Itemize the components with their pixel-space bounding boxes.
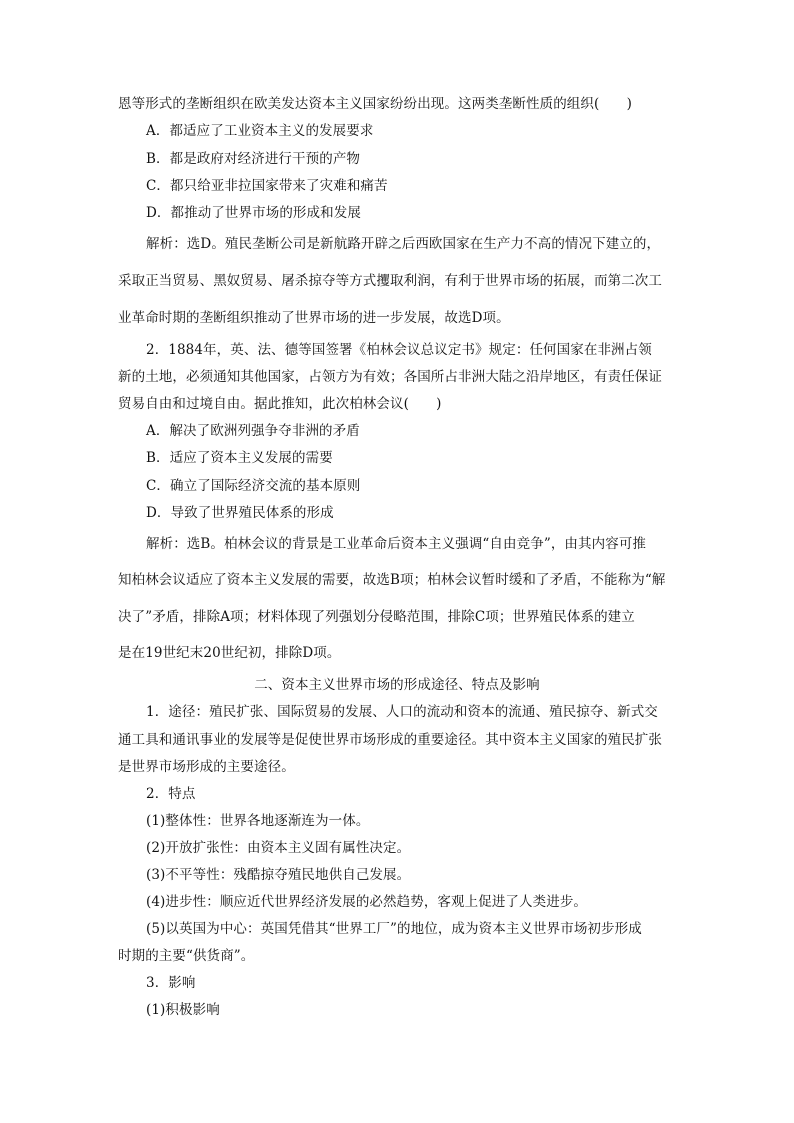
feature-item-1: (1)整体性：世界各地逐渐连为一体。 xyxy=(146,813,370,829)
q2-analysis-line-4: 是在19世纪末20世纪初，排除D项。 xyxy=(118,645,341,661)
feature-item-2: (2)开放扩张性：由资本主义固有属性决定。 xyxy=(146,840,411,856)
q2-option-c: C．确立了国际经济交流的基本原则 xyxy=(146,478,361,494)
section2-features-title: 2．特点 xyxy=(146,786,196,802)
q1-analysis-line-3: 业革命时期的垄断组织推动了世界市场的进一步发展，故选D项。 xyxy=(118,310,510,326)
q2-option-b: B．适应了资本主义发展的需要 xyxy=(146,450,333,466)
q2-analysis-line-2: 知柏林会议适应了资本主义发展的需要，故选B项；柏林会议暂时缓和了矛盾，不能称为“解 xyxy=(118,572,666,588)
feature-item-4: (4)进步性：顺应近代世界经济发展的必然趋势，客观上促进了人类进步。 xyxy=(146,894,588,910)
q1-analysis-line-2: 采取正当贸易、黑奴贸易、屠杀掠夺等方式攫取利润，有利于世界市场的拓展，而第二次工 xyxy=(118,273,662,289)
q1-option-d: D．都推动了世界市场的形成和发展 xyxy=(146,205,361,221)
q1-option-b: B．都是政府对经济进行干预的产物 xyxy=(146,151,361,167)
section-heading: 二、资本主义世界市场的形成途径、特点及影响 xyxy=(254,677,540,693)
section2-p1-line-3: 是世界市场形成的主要途径。 xyxy=(118,759,295,775)
q2-stem-line-3: 贸易自由和过境自由。据此推知，此次柏林会议( ) xyxy=(118,396,442,412)
q1-analysis-line-1: 解析：选D。殖民垄断公司是新航路开辟之后西欧国家在生产力不高的情况下建立的， xyxy=(146,236,661,252)
q2-option-a: A．解决了欧洲列强争夺非洲的矛盾 xyxy=(146,423,360,439)
q2-analysis-line-1: 解析：选B。柏林会议的背景是工业革命后资本主义强调“自由竞争”，由其内容可推 xyxy=(146,536,647,552)
q1-stem-tail: 恩等形式的垄断组织在欧美发达资本主义国家纷纷出现。这两类垄断性质的组织( ) xyxy=(118,96,632,112)
q2-analysis-line-3: 决了”矛盾，排除A项；材料体现了列强划分侵略范围，排除C项；世界殖民体系的建立 xyxy=(118,609,635,625)
section2-impact-title: 3．影响 xyxy=(146,975,196,991)
feature-item-5-cont: 时期的主要“供货商”。 xyxy=(118,948,255,964)
section2-impact-positive: (1)积极影响 xyxy=(146,1002,220,1018)
q2-stem-line-1: 2．1884年，英、法、德等国签署《柏林会议总议定书》规定：任何国家在非洲占领 xyxy=(146,342,652,358)
q1-option-a: A．都适应了工业资本主义的发展要求 xyxy=(146,123,374,139)
feature-item-3: (3)不平等性：残酷掠夺殖民地供自己发展。 xyxy=(146,867,411,883)
feature-item-5: (5)以英国为中心：英国凭借其“世界工厂”的地位，成为资本主义世界市场初步形成 xyxy=(146,921,642,937)
q1-option-c: C．都只给亚非拉国家带来了灾难和痛苦 xyxy=(146,178,388,194)
section2-p1-line-1: 1．途径：殖民扩张、国际贸易的发展、人口的流动和资本的流通、殖民掠夺、新式交 xyxy=(146,704,658,720)
q2-stem-line-2: 新的土地，必须通知其他国家，占领方为有效；各国所占非洲大陆之沿岸地区，有责任保证 xyxy=(118,369,662,385)
q2-option-d: D．导致了世界殖民体系的形成 xyxy=(146,505,334,521)
section2-p1-line-2: 通工具和通讯事业的发展等是促使世界市场形成的重要途径。其中资本主义国家的殖民扩张 xyxy=(118,732,662,748)
